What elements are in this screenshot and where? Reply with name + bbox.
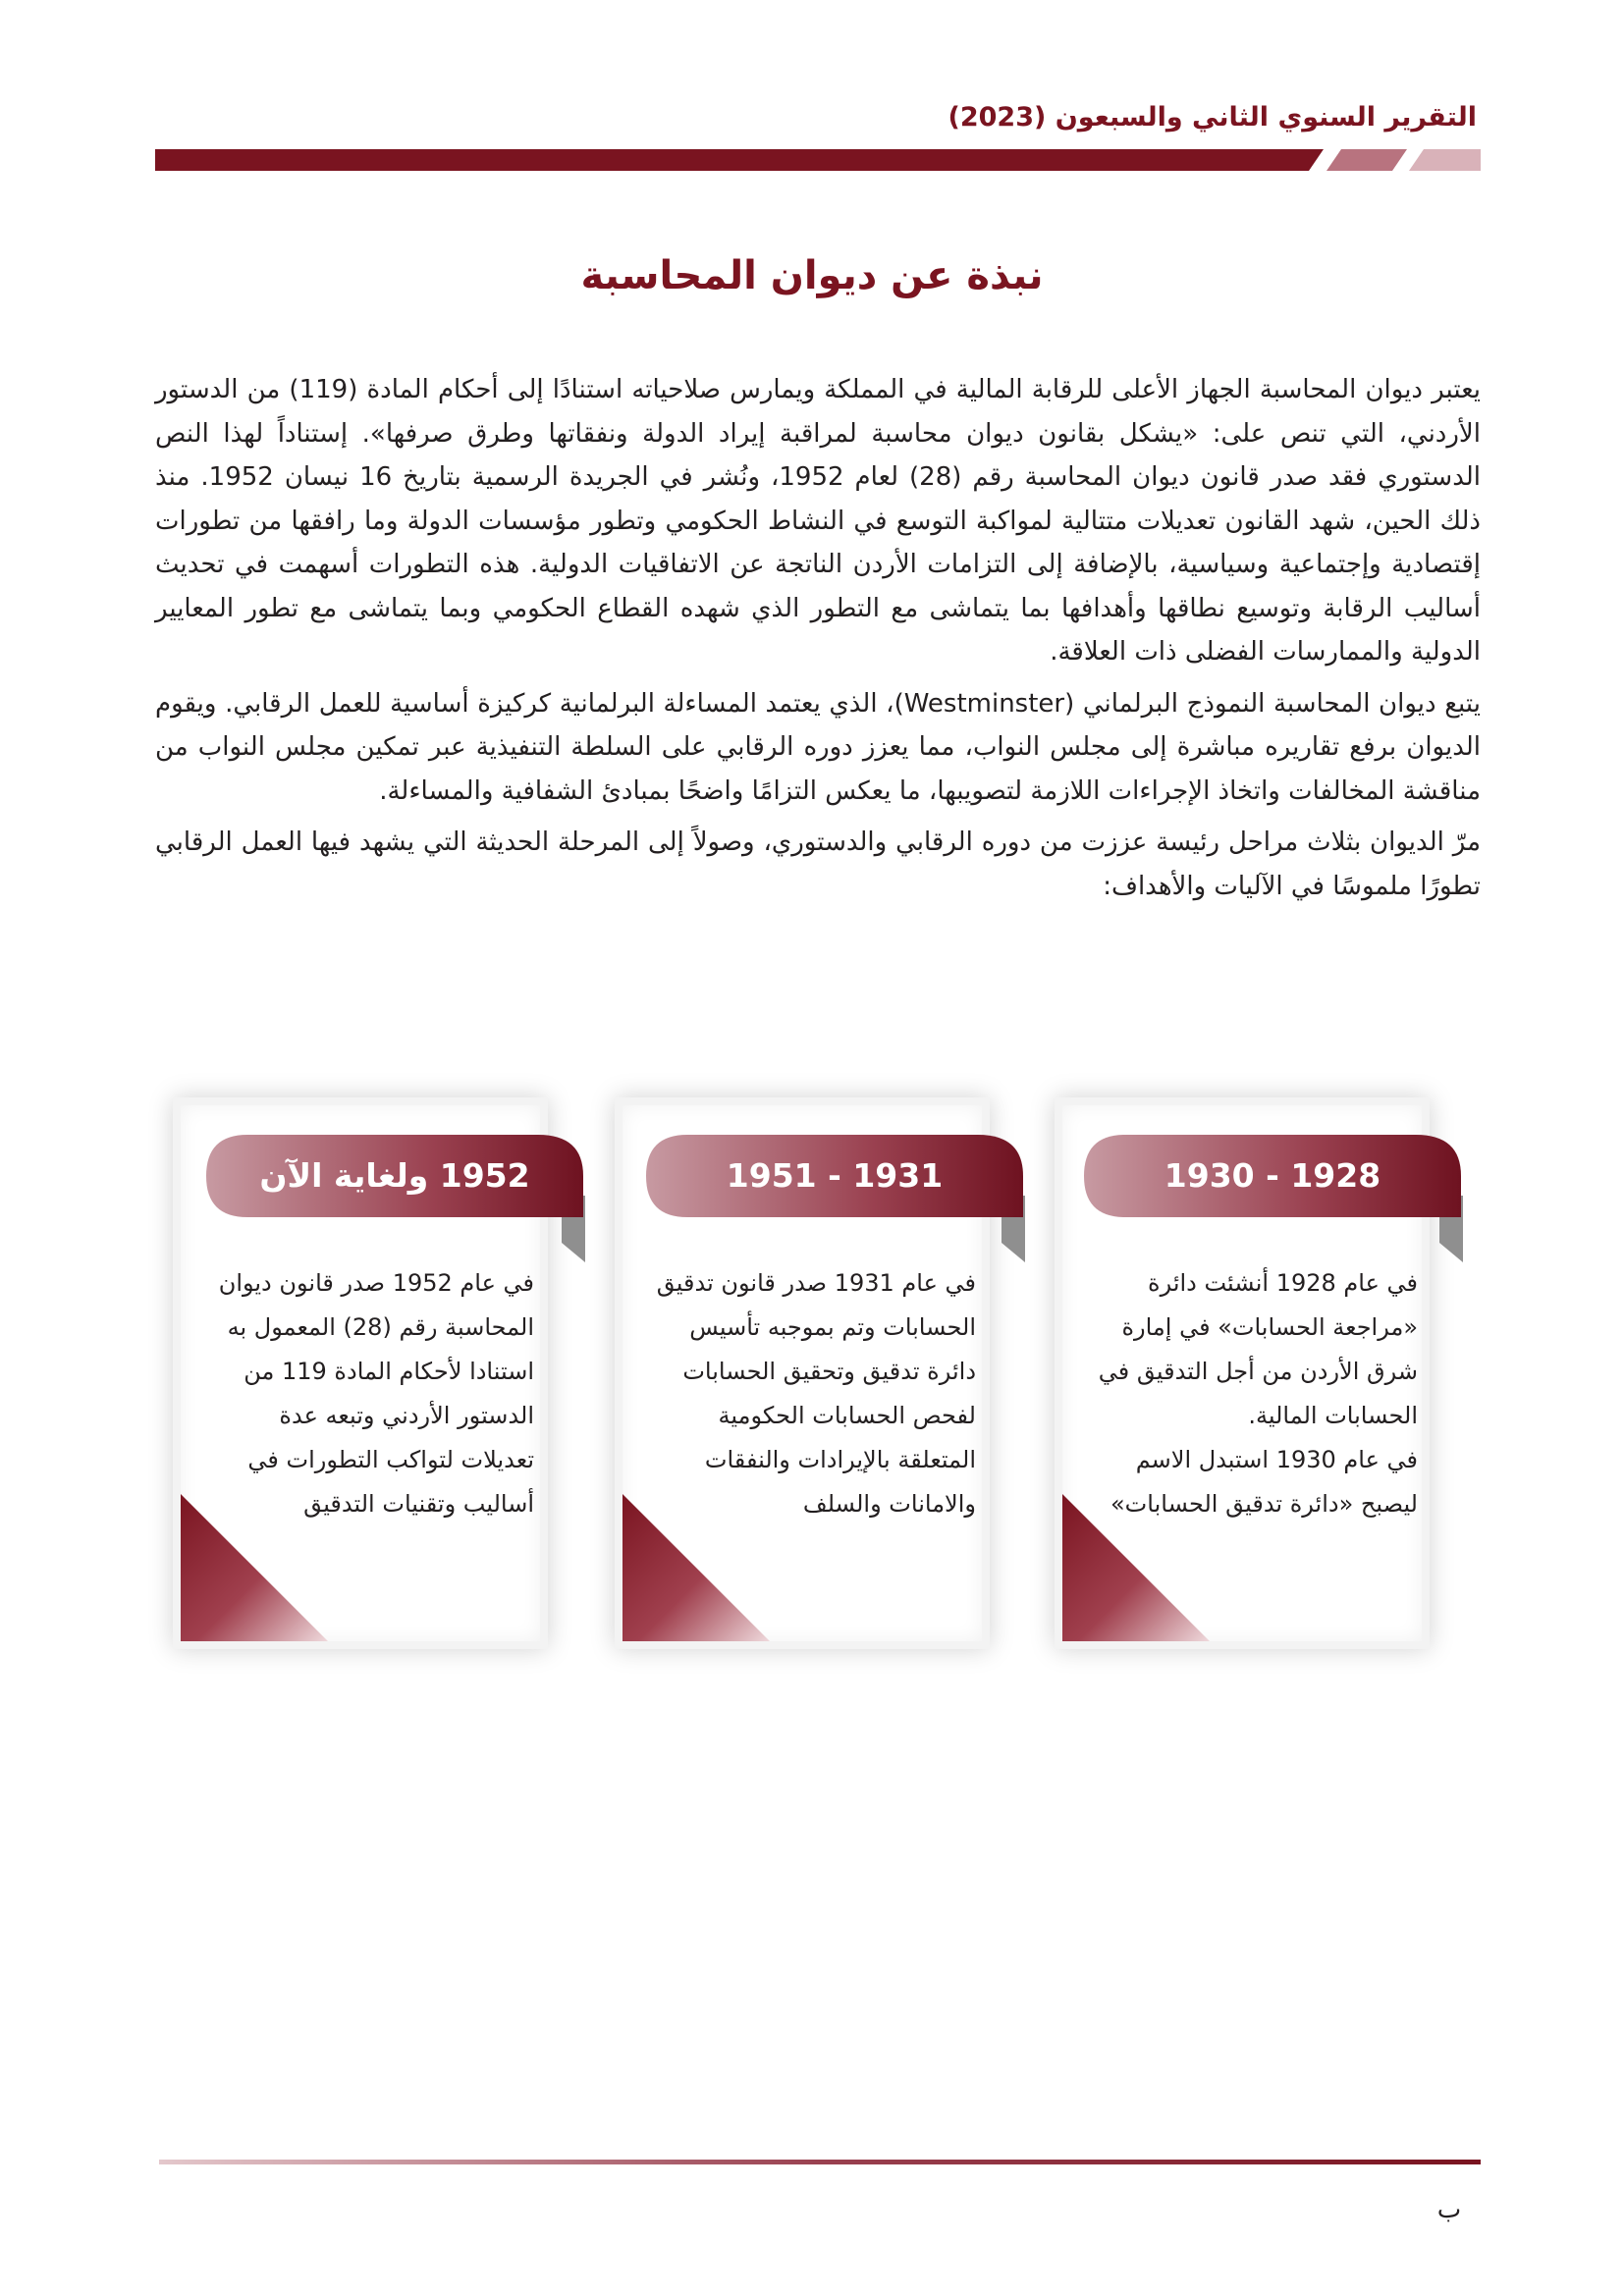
card-description: [644, 1261, 976, 1526]
card-text-line: في عام 1928 أنشئت دائرة «مراجعة الحسابات» في إمارة شرق الأردن من أجل التدقيق في الحسابات المالية.: [1098, 1269, 1418, 1429]
period-label: 1952 ولغاية الآن: [259, 1156, 530, 1195]
card-text-line: في عام 1931 صدر قانون تدقيق الحسابات وتم بموجبه تأسيس دائرة تدقيق وتحقيق الحسابات لفحص الحسابات الحكومية المتعلقة بالإيرادات والنفقات والامانات والسلف: [656, 1269, 976, 1518]
paragraph: يتبع ديوان المحاسبة النموذج البرلماني (Westminster)، الذي يعتمد المساءلة البرلمانية كركيزة أساسية للعمل الرقابي. ويقوم الديوان برفع تقاريره مباشرة إلى مجلس النواب، مما يعزز دوره الرقابي على السلطة التنفيذية عبر تمكين مجلس النواب من مناقشة المخالفات واتخاذ الإجراءات اللازمة لتصويبها، ما يعكس التزامًا واضحًا بمبادئ الشفافية والمساءلة.: [155, 688, 1481, 806]
page-title: نبذة عن ديوان المحاسبة: [580, 253, 1044, 298]
card-description: [204, 1261, 534, 1526]
intro-text: [155, 368, 1481, 916]
report-title: التقرير السنوي الثاني والسبعون (2023): [947, 102, 1477, 133]
paragraph: يعتبر ديوان المحاسبة الجهاز الأعلى للرقابة المالية في المملكة ويمارس صلاحياته استنادًا إلى أحكام المادة (119) من الدستور الأردني، التي تنص على: «يشكل بقانون ديوان محاسبة لمراقبة إيراد الدولة ونفقاتها وطرق صرفها». إستناداً لهذا النص الدستوري فقد صدر قانون ديوان المحاسبة رقم (28) لعام 1952، ونُشر في الجريدة الرسمية بتاريخ 16 نيسان 1952. منذ ذلك الحين، شهد القانون تعديلات متتالية لمواكبة التوسع في النشاط الحكومي وتطور مؤسسات الدولة وما رافقها من تطورات إقتصادية وإجتماعية وسياسية، بالإضافة إلى التزامات الأردن الناتجة عن الاتفاقيات الدولية. هذه التطورات أسهمت في تحديث أساليب الرقابة وتوسيع نطاقها وأهدافها بما يتماشى مع التطور الذي شهده القطاع الحكومي وبما يتماشى مع تطور المعايير الدولية والممارسات الفضلى ذات العلاقة.: [155, 375, 1481, 667]
card-text-line: في عام 1930 استبدل الاسم ليصبح «دائرة تدقيق الحسابات»: [1110, 1446, 1418, 1518]
header-decorative-bar: [155, 149, 1481, 171]
paragraph: مرّ الديوان بثلاث مراحل رئيسة عززت من دوره الرقابي والدستوري، وصولاً إلى المرحلة الحديثة التي يشهد فيها العمل الرقابي تطورًا ملموسًا في الآليات والأهداف:: [155, 828, 1481, 901]
page-number: ب: [1436, 2195, 1462, 2224]
card-text-line: في عام 1952 صدر قانون ديوان المحاسبة رقم (28) المعمول به استنادا لأحكام المادة 119 من الدستور الأردني وتبعه عدة تعديلات لتواكب التطورات في أساليب وتقنيات التدقيق: [218, 1269, 534, 1518]
footer-divider: [159, 2160, 1481, 2164]
card-description: [1090, 1261, 1418, 1526]
period-label: 1931 - 1951: [726, 1156, 944, 1195]
period-label: 1928 - 1930: [1164, 1156, 1381, 1195]
